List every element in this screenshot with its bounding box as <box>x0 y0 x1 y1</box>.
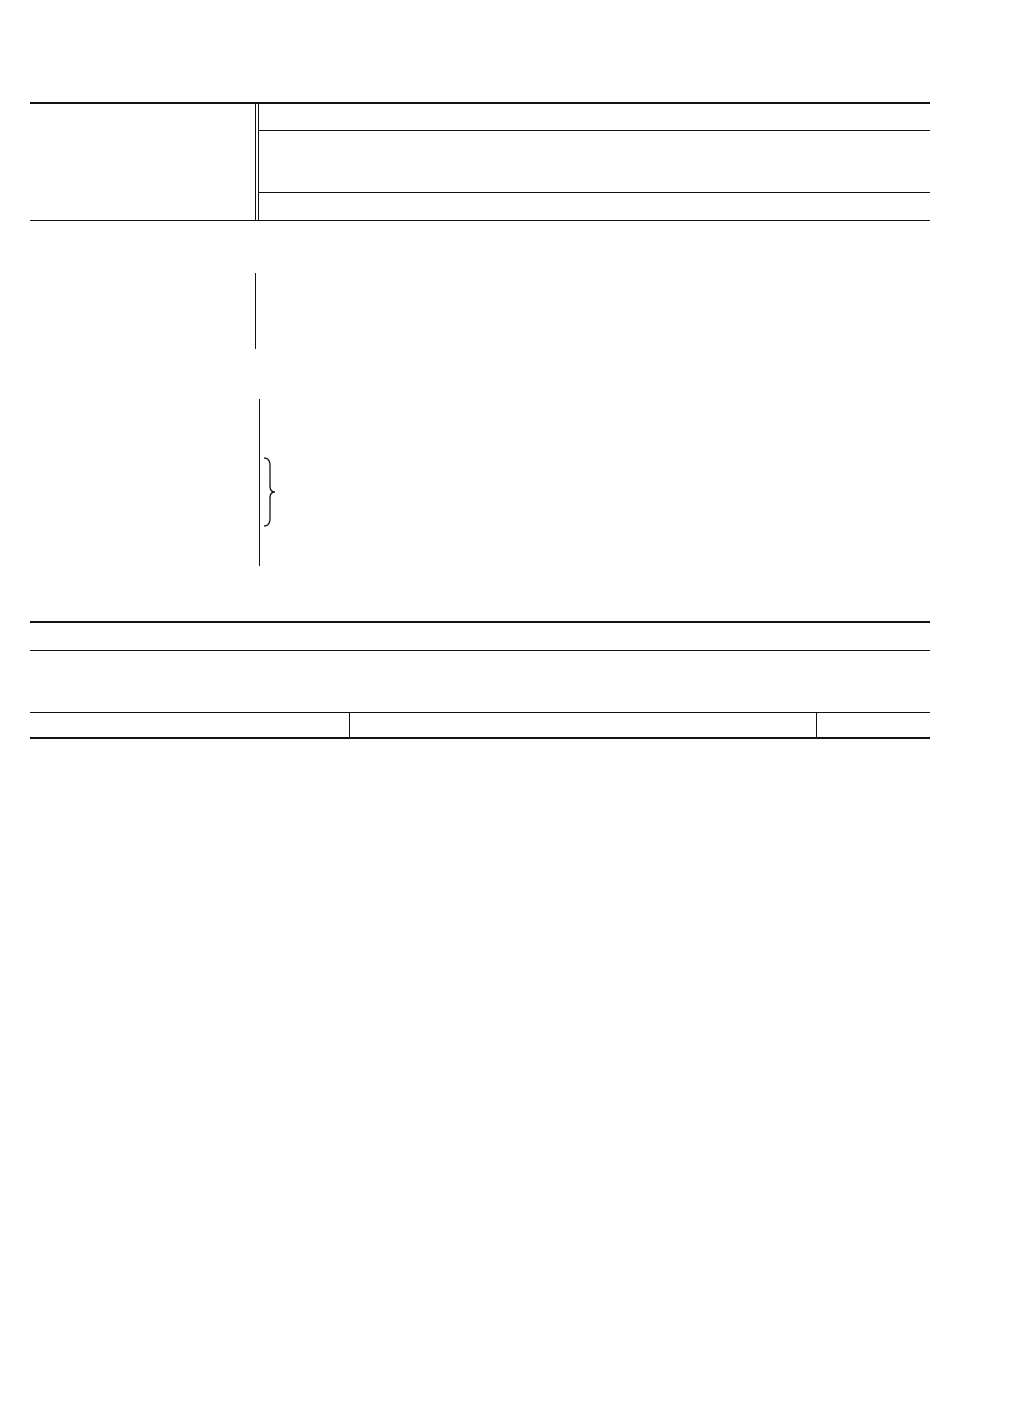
brace-icon <box>262 456 276 528</box>
